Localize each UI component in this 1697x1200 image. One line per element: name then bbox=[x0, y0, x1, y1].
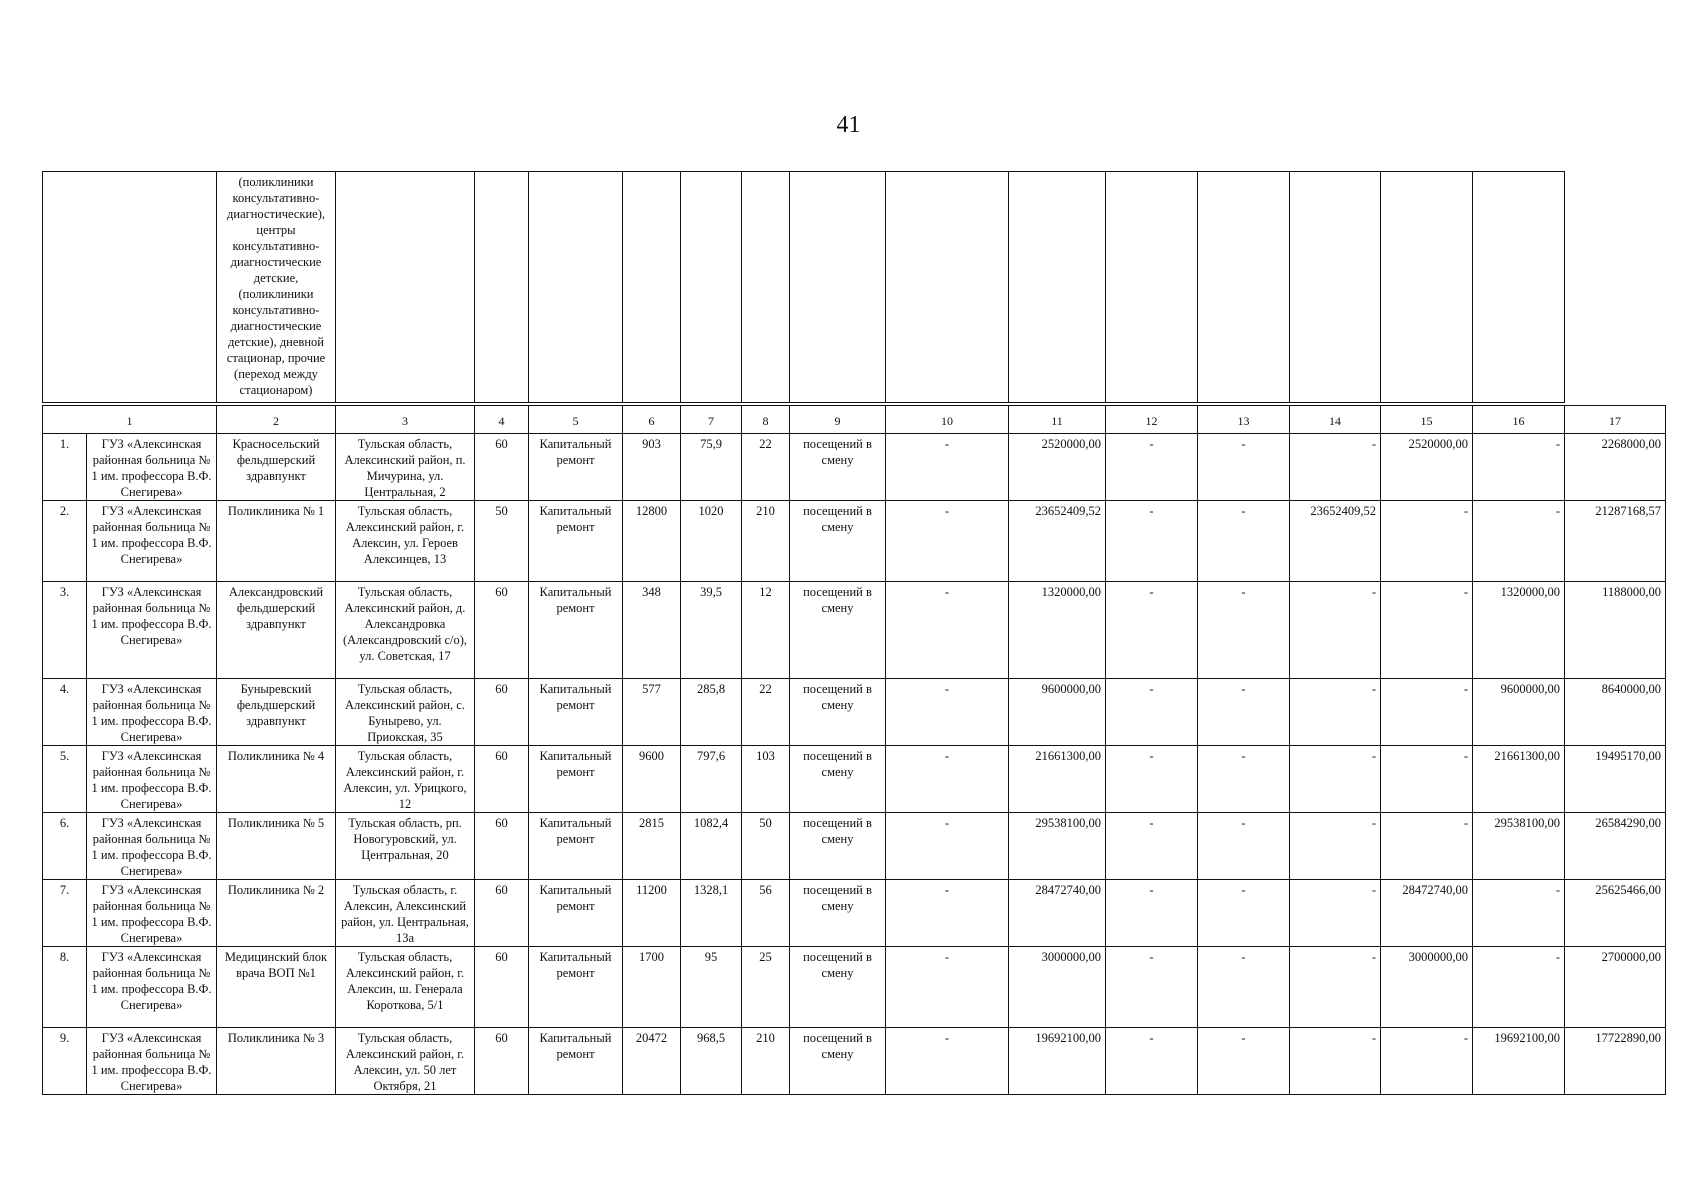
table-row bbox=[43, 880, 1666, 947]
capacity-unit: посещений в смену bbox=[790, 501, 886, 582]
col-16: 29538100,00 bbox=[1473, 813, 1565, 880]
col-12: - bbox=[1106, 1028, 1198, 1095]
col-16: 1320000,00 bbox=[1473, 582, 1565, 679]
col-17: 1188000,00 bbox=[1565, 582, 1666, 679]
table-row bbox=[43, 501, 1666, 582]
organization-name: ГУЗ «Алексинская районная больница № 1 им. профессора В.Ф. Снегирева» bbox=[87, 679, 217, 746]
object-name: Александровский фельдшерский здравпункт bbox=[217, 582, 336, 679]
continuation-cell bbox=[886, 172, 1009, 403]
col-16: 19692100,00 bbox=[1473, 1028, 1565, 1095]
continuation-cell bbox=[1290, 172, 1381, 403]
col-13: - bbox=[1198, 582, 1290, 679]
object-name: Поликлиника № 2 bbox=[217, 880, 336, 947]
col-10: - bbox=[886, 501, 1009, 582]
col-14: - bbox=[1290, 679, 1381, 746]
col-17: 19495170,00 bbox=[1565, 746, 1666, 813]
col-12: - bbox=[1106, 813, 1198, 880]
address: Тульская область, рп. Новогуровский, ул. Центральная, 20 bbox=[336, 813, 475, 880]
work-type: Капитальный ремонт bbox=[529, 746, 623, 813]
col-6: 577 bbox=[623, 679, 681, 746]
table-row bbox=[43, 434, 1666, 501]
col-7: 968,5 bbox=[681, 1028, 742, 1095]
column-number-cell: 6 bbox=[623, 406, 681, 434]
column-number-cell: 15 bbox=[1381, 406, 1473, 434]
col-15: - bbox=[1381, 746, 1473, 813]
row-number: 6. bbox=[43, 813, 87, 880]
col-13: - bbox=[1198, 1028, 1290, 1095]
column-number-cell: 3 bbox=[336, 406, 475, 434]
continuation-text: (поликлиники консультативно-диагностические), центры консультативно-диагностические детские, (поликлиники консультативно-диагностические детские), дневной стационар, прочие (переход между стационаром) bbox=[217, 172, 336, 403]
col-4: 60 bbox=[475, 582, 529, 679]
col-13: - bbox=[1198, 947, 1290, 1028]
col-17: 17722890,00 bbox=[1565, 1028, 1666, 1095]
column-number-cell: 7 bbox=[681, 406, 742, 434]
work-type: Капитальный ремонт bbox=[529, 679, 623, 746]
continuation-cell bbox=[1198, 172, 1290, 403]
col-12: - bbox=[1106, 434, 1198, 501]
column-number-cell: 5 bbox=[529, 406, 623, 434]
col-13: - bbox=[1198, 813, 1290, 880]
col-17: 26584290,00 bbox=[1565, 813, 1666, 880]
capacity-unit: посещений в смену bbox=[790, 679, 886, 746]
row-number: 3. bbox=[43, 582, 87, 679]
column-number-cell: 16 bbox=[1473, 406, 1565, 434]
col-13: - bbox=[1198, 434, 1290, 501]
col-8: 22 bbox=[742, 434, 790, 501]
column-number-cell: 12 bbox=[1106, 406, 1198, 434]
col-15: 2520000,00 bbox=[1381, 434, 1473, 501]
column-number-cell: 8 bbox=[742, 406, 790, 434]
col-10: - bbox=[886, 813, 1009, 880]
col-7: 75,9 bbox=[681, 434, 742, 501]
column-number-cell: 1 bbox=[43, 406, 217, 434]
table-row bbox=[43, 746, 1666, 813]
col-13: - bbox=[1198, 501, 1290, 582]
col-12: - bbox=[1106, 746, 1198, 813]
col-14: - bbox=[1290, 1028, 1381, 1095]
work-type: Капитальный ремонт bbox=[529, 434, 623, 501]
col-10: - bbox=[886, 746, 1009, 813]
capacity-unit: посещений в смену bbox=[790, 813, 886, 880]
address: Тульская область, Алексинский район, п. Мичурина, ул. Центральная, 2 bbox=[336, 434, 475, 501]
continuation-cell bbox=[43, 172, 217, 403]
work-type: Капитальный ремонт bbox=[529, 880, 623, 947]
col-16: - bbox=[1473, 434, 1565, 501]
column-number-cell: 17 bbox=[1565, 406, 1666, 434]
col-12: - bbox=[1106, 679, 1198, 746]
organization-name: ГУЗ «Алексинская районная больница № 1 им. профессора В.Ф. Снегирева» bbox=[87, 582, 217, 679]
object-name: Медицинский блок врача ВОП №1 bbox=[217, 947, 336, 1028]
col-15: - bbox=[1381, 582, 1473, 679]
capacity-unit: посещений в смену bbox=[790, 582, 886, 679]
organization-name: ГУЗ «Алексинская районная больница № 1 им. профессора В.Ф. Снегирева» bbox=[87, 1028, 217, 1095]
continuation-cell bbox=[1381, 172, 1473, 403]
column-number-cell: 9 bbox=[790, 406, 886, 434]
col-16: 9600000,00 bbox=[1473, 679, 1565, 746]
col-14: - bbox=[1290, 947, 1381, 1028]
continuation-cell bbox=[1106, 172, 1198, 403]
col-8: 56 bbox=[742, 880, 790, 947]
col-10: - bbox=[886, 880, 1009, 947]
address: Тульская область, Алексинский район, г. Алексин, ул. Урицкого, 12 bbox=[336, 746, 475, 813]
col-8: 210 bbox=[742, 501, 790, 582]
col-8: 210 bbox=[742, 1028, 790, 1095]
col-12: - bbox=[1106, 582, 1198, 679]
col-10: - bbox=[886, 679, 1009, 746]
row-number: 9. bbox=[43, 1028, 87, 1095]
col-14: - bbox=[1290, 746, 1381, 813]
object-name: Поликлиника № 3 bbox=[217, 1028, 336, 1095]
col-10: - bbox=[886, 1028, 1009, 1095]
object-name: Поликлиника № 1 bbox=[217, 501, 336, 582]
col-8: 25 bbox=[742, 947, 790, 1028]
col-8: 103 bbox=[742, 746, 790, 813]
organization-name: ГУЗ «Алексинская районная больница № 1 им. профессора В.Ф. Снегирева» bbox=[87, 813, 217, 880]
col-4: 60 bbox=[475, 746, 529, 813]
main-table bbox=[42, 405, 1666, 1095]
capacity-unit: посещений в смену bbox=[790, 434, 886, 501]
column-number-cell: 14 bbox=[1290, 406, 1381, 434]
col-7: 285,8 bbox=[681, 679, 742, 746]
work-type: Капитальный ремонт bbox=[529, 582, 623, 679]
continuation-cell bbox=[1473, 172, 1565, 403]
table-row bbox=[43, 582, 1666, 679]
column-number-cell: 4 bbox=[475, 406, 529, 434]
column-number-cell: 10 bbox=[886, 406, 1009, 434]
col-4: 60 bbox=[475, 679, 529, 746]
capacity-unit: посещений в смену bbox=[790, 1028, 886, 1095]
col-4: 60 bbox=[475, 813, 529, 880]
col-17: 21287168,57 bbox=[1565, 501, 1666, 582]
work-type: Капитальный ремонт bbox=[529, 501, 623, 582]
table-row bbox=[43, 1028, 1666, 1095]
col-14: - bbox=[1290, 582, 1381, 679]
object-name: Поликлиника № 5 bbox=[217, 813, 336, 880]
col-15: 3000000,00 bbox=[1381, 947, 1473, 1028]
table-row bbox=[43, 947, 1666, 1028]
continuation-cell bbox=[681, 172, 742, 403]
col-10: - bbox=[886, 947, 1009, 1028]
address: Тульская область, г. Алексин, Алексинский район, ул. Центральная, 13а bbox=[336, 880, 475, 947]
continuation-cell bbox=[529, 172, 623, 403]
col-11: 23652409,52 bbox=[1009, 501, 1106, 582]
col-6: 348 bbox=[623, 582, 681, 679]
col-7: 1082,4 bbox=[681, 813, 742, 880]
col-6: 11200 bbox=[623, 880, 681, 947]
col-14: - bbox=[1290, 813, 1381, 880]
table-row bbox=[43, 813, 1666, 880]
col-7: 39,5 bbox=[681, 582, 742, 679]
col-11: 9600000,00 bbox=[1009, 679, 1106, 746]
col-11: 28472740,00 bbox=[1009, 880, 1106, 947]
continuation-cell bbox=[742, 172, 790, 403]
col-14: 23652409,52 bbox=[1290, 501, 1381, 582]
col-11: 2520000,00 bbox=[1009, 434, 1106, 501]
continuation-cell bbox=[475, 172, 529, 403]
capacity-unit: посещений в смену bbox=[790, 746, 886, 813]
col-6: 12800 bbox=[623, 501, 681, 582]
row-number: 7. bbox=[43, 880, 87, 947]
col-12: - bbox=[1106, 880, 1198, 947]
col-15: - bbox=[1381, 501, 1473, 582]
organization-name: ГУЗ «Алексинская районная больница № 1 им. профессора В.Ф. Снегирева» bbox=[87, 746, 217, 813]
col-16: 21661300,00 bbox=[1473, 746, 1565, 813]
col-4: 60 bbox=[475, 1028, 529, 1095]
organization-name: ГУЗ «Алексинская районная больница № 1 им. профессора В.Ф. Снегирева» bbox=[87, 947, 217, 1028]
col-14: - bbox=[1290, 434, 1381, 501]
work-type: Капитальный ремонт bbox=[529, 813, 623, 880]
row-number: 2. bbox=[43, 501, 87, 582]
capacity-unit: посещений в смену bbox=[790, 880, 886, 947]
col-4: 60 bbox=[475, 434, 529, 501]
col-16: - bbox=[1473, 880, 1565, 947]
col-11: 1320000,00 bbox=[1009, 582, 1106, 679]
object-name: Поликлиника № 4 bbox=[217, 746, 336, 813]
col-11: 29538100,00 bbox=[1009, 813, 1106, 880]
organization-name: ГУЗ «Алексинская районная больница № 1 им. профессора В.Ф. Снегирева» bbox=[87, 501, 217, 582]
table-row bbox=[43, 679, 1666, 746]
row-number: 8. bbox=[43, 947, 87, 1028]
col-8: 50 bbox=[742, 813, 790, 880]
continuation-cell bbox=[1009, 172, 1106, 403]
col-7: 1020 bbox=[681, 501, 742, 582]
work-type: Капитальный ремонт bbox=[529, 1028, 623, 1095]
col-17: 8640000,00 bbox=[1565, 679, 1666, 746]
col-13: - bbox=[1198, 679, 1290, 746]
organization-name: ГУЗ «Алексинская районная больница № 1 им. профессора В.Ф. Снегирева» bbox=[87, 434, 217, 501]
col-17: 2700000,00 bbox=[1565, 947, 1666, 1028]
row-number: 4. bbox=[43, 679, 87, 746]
address: Тульская область, Алексинский район, г. Алексин, ш. Генерала Короткова, 5/1 bbox=[336, 947, 475, 1028]
object-name: Красносельский фельдшерский здравпункт bbox=[217, 434, 336, 501]
column-number-cell: 2 bbox=[217, 406, 336, 434]
column-number-cell: 11 bbox=[1009, 406, 1106, 434]
col-4: 60 bbox=[475, 880, 529, 947]
col-11: 21661300,00 bbox=[1009, 746, 1106, 813]
col-8: 22 bbox=[742, 679, 790, 746]
row-number: 5. bbox=[43, 746, 87, 813]
col-4: 50 bbox=[475, 501, 529, 582]
continuation-table bbox=[42, 171, 1666, 403]
col-15: - bbox=[1381, 1028, 1473, 1095]
col-8: 12 bbox=[742, 582, 790, 679]
continuation-cell bbox=[790, 172, 886, 403]
col-6: 9600 bbox=[623, 746, 681, 813]
col-10: - bbox=[886, 434, 1009, 501]
col-15: - bbox=[1381, 813, 1473, 880]
col-12: - bbox=[1106, 947, 1198, 1028]
col-6: 20472 bbox=[623, 1028, 681, 1095]
col-16: - bbox=[1473, 947, 1565, 1028]
col-7: 797,6 bbox=[681, 746, 742, 813]
col-15: - bbox=[1381, 679, 1473, 746]
col-17: 25625466,00 bbox=[1565, 880, 1666, 947]
object-name: Буныревский фельдшерский здравпункт bbox=[217, 679, 336, 746]
continuation-cell bbox=[336, 172, 475, 403]
address: Тульская область, Алексинский район, г. Алексин, ул. Героев Алексинцев, 13 bbox=[336, 501, 475, 582]
col-11: 19692100,00 bbox=[1009, 1028, 1106, 1095]
organization-name: ГУЗ «Алексинская районная больница № 1 им. профессора В.Ф. Снегирева» bbox=[87, 880, 217, 947]
col-6: 903 bbox=[623, 434, 681, 501]
column-number-row bbox=[43, 406, 1666, 434]
col-11: 3000000,00 bbox=[1009, 947, 1106, 1028]
col-12: - bbox=[1106, 501, 1198, 582]
col-7: 1328,1 bbox=[681, 880, 742, 947]
col-7: 95 bbox=[681, 947, 742, 1028]
continuation-cell bbox=[623, 172, 681, 403]
col-6: 1700 bbox=[623, 947, 681, 1028]
address: Тульская область, Алексинский район, г. Алексин, ул. 50 лет Октября, 21 bbox=[336, 1028, 475, 1095]
col-15: 28472740,00 bbox=[1381, 880, 1473, 947]
address: Тульская область, Алексинский район, д. Александровка (Александровский с/о), ул. Советская, 17 bbox=[336, 582, 475, 679]
col-16: - bbox=[1473, 501, 1565, 582]
col-4: 60 bbox=[475, 947, 529, 1028]
capacity-unit: посещений в смену bbox=[790, 947, 886, 1028]
col-14: - bbox=[1290, 880, 1381, 947]
col-6: 2815 bbox=[623, 813, 681, 880]
col-13: - bbox=[1198, 880, 1290, 947]
work-type: Капитальный ремонт bbox=[529, 947, 623, 1028]
address: Тульская область, Алексинский район, с. Бунырево, ул. Приокская, 35 bbox=[336, 679, 475, 746]
column-number-cell: 13 bbox=[1198, 406, 1290, 434]
col-10: - bbox=[886, 582, 1009, 679]
row-number: 1. bbox=[43, 434, 87, 501]
col-13: - bbox=[1198, 746, 1290, 813]
col-17: 2268000,00 bbox=[1565, 434, 1666, 501]
page-number: 41 bbox=[836, 112, 861, 138]
